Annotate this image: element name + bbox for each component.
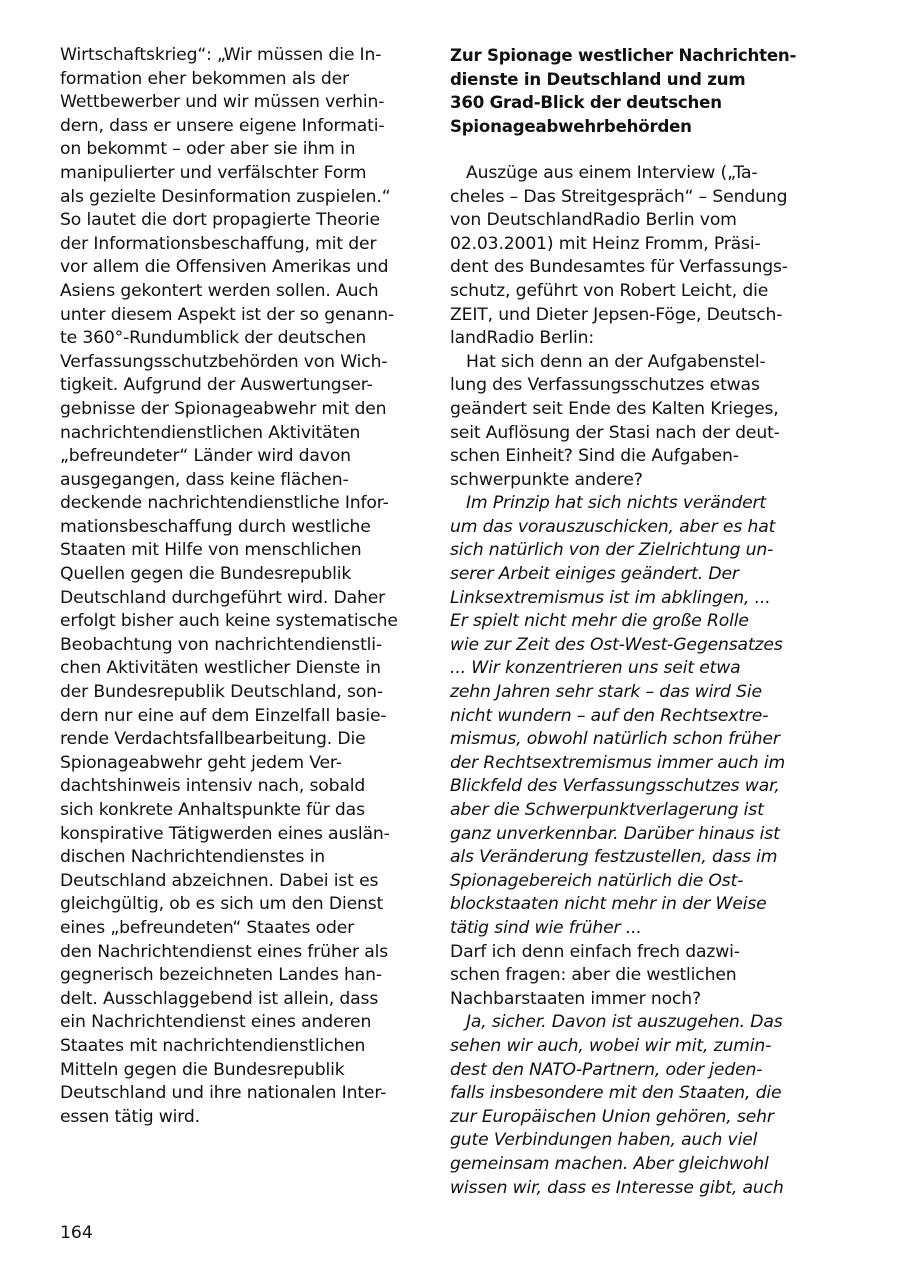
text-line: Nachbarstaaten immer noch? — [450, 988, 702, 1009]
text-line: „befreundeter“ Länder wird davon — [60, 446, 351, 467]
text-line: serer Arbeit einiges geändert. Der — [450, 564, 739, 585]
heading-line: 360 Grad-Blick der deutschen — [450, 93, 722, 113]
text-line: rende Verdachtsfallbearbeitung. Die — [60, 729, 366, 750]
text-line: Blickfeld des Verfassungsschutzes war, — [450, 776, 780, 797]
text-line: ZEIT, und Dieter Jepsen-Föge, Deutsch- — [450, 304, 783, 325]
text-line: te 360°-Rundumblick der deutschen — [60, 328, 367, 349]
text-line: der Bundesrepublik Deutschland, son- — [60, 682, 383, 703]
text-line: wie zur Zeit des Ost-West-Gegensatzes — [450, 634, 783, 655]
text-line: gute Verbindungen haben, auch viel — [450, 1130, 758, 1151]
text-line: ganz unverkennbar. Darüber hinaus ist — [450, 823, 780, 844]
text-line: Staaten mit Hilfe von menschlichen — [60, 540, 362, 561]
text-line: als gezielte Desinformation zuspielen.“ — [60, 186, 391, 207]
text-line: ein Nachrichtendienst eines anderen — [60, 1012, 372, 1033]
text-line: Wirtschaftskrieg“: „Wir müssen die In- — [60, 45, 382, 65]
text-line: zur Europäischen Union gehören, sehr — [450, 1106, 774, 1127]
interview-answer — [450, 1011, 806, 1200]
text-line: Ja, sicher. Davon ist auszugehen. Das — [466, 1012, 783, 1033]
text-line: Beobachtung von nachrichtendienstli- — [60, 634, 382, 655]
text-line: formation eher bekommen als der — [60, 68, 349, 89]
text-line: Er spielt nicht mehr die große Rolle — [450, 611, 749, 632]
text-line: um das vorauszuschicken, aber es hat — [450, 516, 776, 537]
text-line: nachrichtendienstlichen Aktivitäten — [60, 422, 361, 443]
text-line: Darf ich denn einfach frech dazwi- — [450, 941, 740, 962]
text-line: der Rechtsextremismus immer auch im — [450, 752, 786, 773]
text-line: dern, dass er unsere eigene Informati- — [60, 115, 385, 136]
text-line: manipulierter und verfälschter Form — [60, 162, 367, 183]
interview-answer — [450, 492, 806, 940]
text-line: dachtshinweis intensiv nach, sobald — [60, 776, 366, 797]
text-line: gleichgültig, ob es sich um den Dienst — [60, 894, 384, 915]
text-line: schwerpunkte andere? — [450, 469, 643, 490]
text-line: Asiens gekontert werden sollen. Auch — [60, 280, 379, 301]
text-line: Linksextremismus ist im abklingen, ... — [450, 587, 771, 608]
heading-line: Spionageabwehrbehörden — [450, 116, 692, 136]
left-column — [60, 44, 416, 1129]
interview-question — [450, 941, 806, 1012]
text-line: gegnerisch bezeichneten Landes han- — [60, 965, 382, 986]
text-line: essen tätig wird. — [60, 1106, 200, 1127]
text-line: delt. Ausschlaggebend ist allein, dass — [60, 988, 379, 1009]
text-line: eines „befreundeten“ Staates oder — [60, 917, 355, 938]
text-line: on bekommt – oder aber sie ihm in — [60, 139, 356, 160]
text-line: Deutschland durchgeführt wird. Daher — [60, 587, 386, 608]
text-line: mationsbeschaffung durch westliche — [60, 516, 371, 537]
text-line: schen Einheit? Sind die Aufgaben- — [450, 446, 739, 467]
text-line: dern nur eine auf dem Einzelfall basie- — [60, 705, 387, 726]
text-line: Im Prinzip hat sich nichts verändert — [466, 493, 767, 514]
text-line: Spionagebereich natürlich die Ost- — [450, 870, 744, 891]
text-line: den Nachrichtendienst eines früher als — [60, 941, 389, 962]
text-line: vor allem die Offensiven Amerikas und — [60, 257, 389, 278]
text-line: Quellen gegen die Bundesrepublik — [60, 564, 352, 585]
text-line: So lautet die dort propagierte Theorie — [60, 210, 380, 231]
text-line: ausgegangen, dass keine flächen- — [60, 469, 349, 490]
text-line: landRadio Berlin: — [450, 328, 594, 349]
text-line: tigkeit. Aufgrund der Auswertungser- — [60, 375, 373, 396]
text-line: blockstaaten nicht mehr in der Weise — [450, 894, 767, 915]
text-line: Mitteln gegen die Bundesrepublik — [60, 1059, 345, 1080]
text-line: lung des Verfassungsschutzes etwas — [450, 375, 760, 396]
text-line: mismus, obwohl natürlich schon früher — [450, 729, 780, 750]
text-line: Wettbewerber und wir müssen verhin- — [60, 92, 385, 113]
text-line: konspirative Tätigwerden eines auslän- — [60, 823, 390, 844]
text-line: schen fragen: aber die westlichen — [450, 965, 737, 986]
text-line: nicht wundern – auf den Rechtsextre- — [450, 705, 769, 726]
text-line: cheles – Das Streitgespräch“ – Sendung — [450, 186, 788, 207]
text-line: dest den NATO-Partnern, oder jeden- — [450, 1059, 763, 1080]
text-line: zehn Jahren sehr stark – das wird Sie — [450, 682, 762, 703]
text-line: sehen wir auch, wobei wir mit, zumin- — [450, 1035, 772, 1056]
text-line: Staates mit nachrichtendienstlichen — [60, 1035, 366, 1056]
text-line: schutz, geführt von Robert Leicht, die — [450, 280, 769, 301]
text-line: geändert seit Ende des Kalten Krieges, — [450, 398, 779, 419]
text-line: chen Aktivitäten westlicher Dienste in — [60, 658, 381, 679]
interview-question — [450, 351, 806, 493]
text-line: Verfassungsschutzbehörden von Wich- — [60, 351, 388, 372]
text-line: der Informationsbeschaffung, mit der — [60, 233, 377, 254]
heading-line: dienste in Deutschland und zum — [450, 69, 746, 89]
text-line: Spionageabwehr geht jedem Ver- — [60, 752, 342, 773]
right-column — [450, 44, 806, 1200]
text-line: deckende nachrichtendienstliche Infor- — [60, 493, 389, 514]
text-line: gebnisse der Spionageabwehr mit den — [60, 398, 387, 419]
text-line: ... Wir konzentrieren uns seit etwa — [450, 658, 741, 679]
text-line: 02.03.2001) mit Heinz Fromm, Präsi- — [450, 233, 761, 254]
left-paragraph — [60, 44, 416, 1129]
text-line: sich natürlich von der Zielrichtung un- — [450, 540, 774, 561]
section-heading — [450, 44, 806, 138]
text-line: aber die Schwerpunktverlagerung ist — [450, 800, 764, 820]
text-line: gemeinsam machen. Aber gleichwohl — [450, 1153, 769, 1174]
text-line: Auszüge aus einem Interview („Ta- — [466, 162, 758, 183]
text-line: erfolgt bisher auch keine systematische — [60, 611, 398, 632]
text-line: falls insbesondere mit den Staaten, die — [450, 1083, 782, 1104]
heading-line: Zur Spionage westlicher Nachrichten- — [450, 46, 797, 65]
text-line: dischen Nachrichtendienstes in — [60, 847, 326, 868]
text-line: sich konkrete Anhaltspunkte für das — [60, 800, 365, 820]
text-line: Deutschland abzeichnen. Dabei ist es — [60, 870, 379, 891]
text-line: als Veränderung festzustellen, dass im — [450, 847, 778, 868]
text-line: unter diesem Aspekt ist der so genann- — [60, 304, 395, 325]
text-line: seit Auflösung der Stasi nach der deut- — [450, 422, 780, 443]
page-number: 164 — [60, 1223, 93, 1243]
text-line: von DeutschlandRadio Berlin vom — [450, 210, 737, 231]
text-line: Hat sich denn an der Aufgabenstel- — [466, 351, 766, 372]
text-line: dent des Bundesamtes für Verfassungs- — [450, 257, 788, 278]
interview-intro — [450, 162, 806, 351]
text-line: Deutschland und ihre nationalen Inter- — [60, 1083, 387, 1104]
text-line: tätig sind wie früher ... — [450, 917, 642, 938]
text-line: wissen wir, dass es Interesse gibt, auch — [450, 1177, 784, 1198]
